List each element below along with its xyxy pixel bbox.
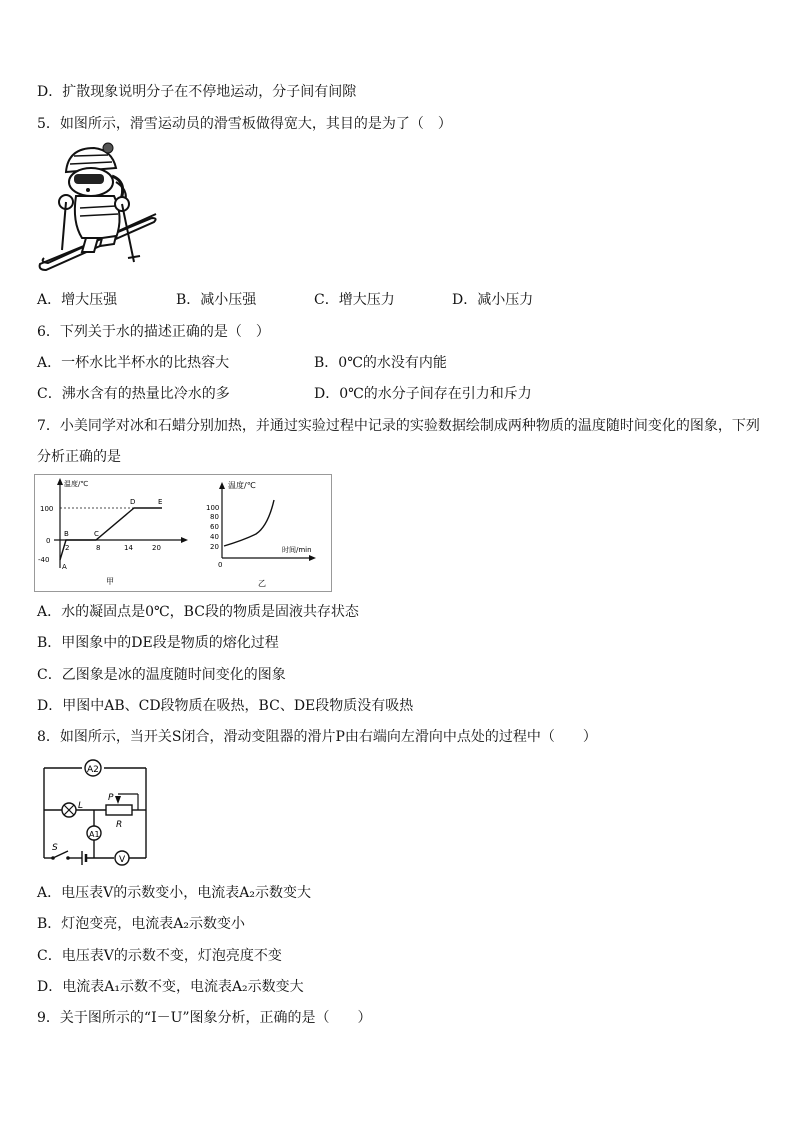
jia-ytick-100: 100 bbox=[40, 505, 54, 513]
q8-stem: 8．如图所示，当开关S闭合，滑动变阻器的滑片P由右端向左滑向中点处的过程中（ ） bbox=[37, 729, 597, 745]
skier-figure bbox=[36, 142, 160, 276]
jia-ylabel: 温度/℃ bbox=[64, 480, 89, 488]
q4-option-d: D．扩散现象说明分子在不停地运动，分子间有间隙 bbox=[37, 84, 357, 100]
q8-option-d: D．电流表A₁示数不变，电流表A₂示数变大 bbox=[37, 979, 304, 995]
jia-ytick-0: 0 bbox=[46, 537, 51, 545]
yi-origin: 0 bbox=[218, 561, 223, 569]
q5-option-d: D．减小压力 bbox=[452, 292, 534, 308]
q7-option-d: D．甲图中AB、CD段物质在吸热，BC、DE段物质没有吸热 bbox=[37, 698, 414, 714]
yi-ytick-20: 20 bbox=[210, 543, 219, 551]
jia-xtick-20: 20 bbox=[152, 544, 161, 552]
jia-point-c: C bbox=[94, 530, 99, 538]
graph-jia bbox=[38, 478, 188, 586]
q7-graphs-figure bbox=[34, 474, 332, 592]
jia-point-a: A bbox=[62, 563, 67, 571]
resistor-label: R bbox=[116, 820, 123, 830]
yi-ytick-40: 40 bbox=[210, 533, 219, 541]
a1-label: A1 bbox=[89, 830, 100, 839]
graph-yi bbox=[206, 480, 316, 588]
q5-option-b: B．减小压强 bbox=[176, 292, 257, 308]
yi-ytick-80: 80 bbox=[210, 513, 219, 521]
jia-caption: 甲 bbox=[106, 577, 114, 586]
q6-option-b: B．0℃的水没有内能 bbox=[314, 355, 447, 371]
q5-option-c: C．增大压力 bbox=[314, 292, 395, 308]
lamp-label: L bbox=[78, 801, 84, 811]
yi-ytick-100: 100 bbox=[206, 504, 220, 512]
q5-option-a: A．增大压强 bbox=[37, 292, 118, 308]
jia-point-e: E bbox=[158, 498, 163, 506]
q7-stem-line2: 分析正确的是 bbox=[37, 449, 121, 465]
q8-option-a: A．电压表V的示数变小，电流表A₂示数变大 bbox=[37, 885, 311, 901]
yi-curve bbox=[224, 500, 274, 546]
q5-stem: 5．如图所示，滑雪运动员的滑雪板做得宽大，其目的是为了（ ） bbox=[37, 116, 452, 132]
a2-label: A2 bbox=[87, 765, 99, 775]
q7-option-a: A．水的凝固点是0℃，BC段的物质是固液共存状态 bbox=[37, 604, 359, 620]
jia-point-d: D bbox=[130, 498, 136, 506]
q8-circuit-figure bbox=[38, 756, 152, 866]
jia-xtick-2: 2 bbox=[65, 544, 70, 552]
q6-option-a: A．一杯水比半杯水的比热容大 bbox=[37, 355, 230, 371]
jia-curve bbox=[60, 508, 162, 560]
yi-caption: 乙 bbox=[258, 579, 266, 588]
v-label: V bbox=[119, 855, 126, 865]
yi-ytick-60: 60 bbox=[210, 523, 219, 531]
q7-option-b: B．甲图象中的DE段是物质的熔化过程 bbox=[37, 635, 279, 651]
q9-stem: 9．关于图所示的“I－U”图象分析，正确的是（ ） bbox=[37, 1010, 372, 1026]
q8-option-c: C．电压表V的示数不变，灯泡亮度不变 bbox=[37, 948, 282, 964]
q6-option-c: C．沸水含有的热量比冷水的多 bbox=[37, 386, 230, 402]
jia-ytick-neg40: -40 bbox=[38, 556, 50, 564]
jia-xtick-14: 14 bbox=[124, 544, 133, 552]
q7-stem-line1: 7．小美同学对冰和石蜡分别加热，并通过实验过程中记录的实验数据绘制成两种物质的温度随时间变化的图象，下列 bbox=[37, 418, 760, 434]
slider-label: P bbox=[108, 793, 114, 803]
yi-ylabel: 温度/℃ bbox=[228, 481, 256, 490]
switch-label: S bbox=[52, 843, 58, 853]
yi-xlabel: 时间/min bbox=[282, 546, 312, 554]
jia-xtick-8: 8 bbox=[96, 544, 101, 552]
q8-option-b: B．灯泡变亮，电流表A₂示数变小 bbox=[37, 916, 246, 932]
rheostat bbox=[106, 805, 132, 815]
q7-option-c: C．乙图象是冰的温度随时间变化的图象 bbox=[37, 667, 286, 683]
jia-point-b: B bbox=[64, 530, 69, 538]
q6-stem: 6．下列关于水的描述正确的是（ ） bbox=[37, 324, 270, 340]
q6-option-d: D．0℃的水分子间存在引力和斥力 bbox=[314, 386, 532, 402]
